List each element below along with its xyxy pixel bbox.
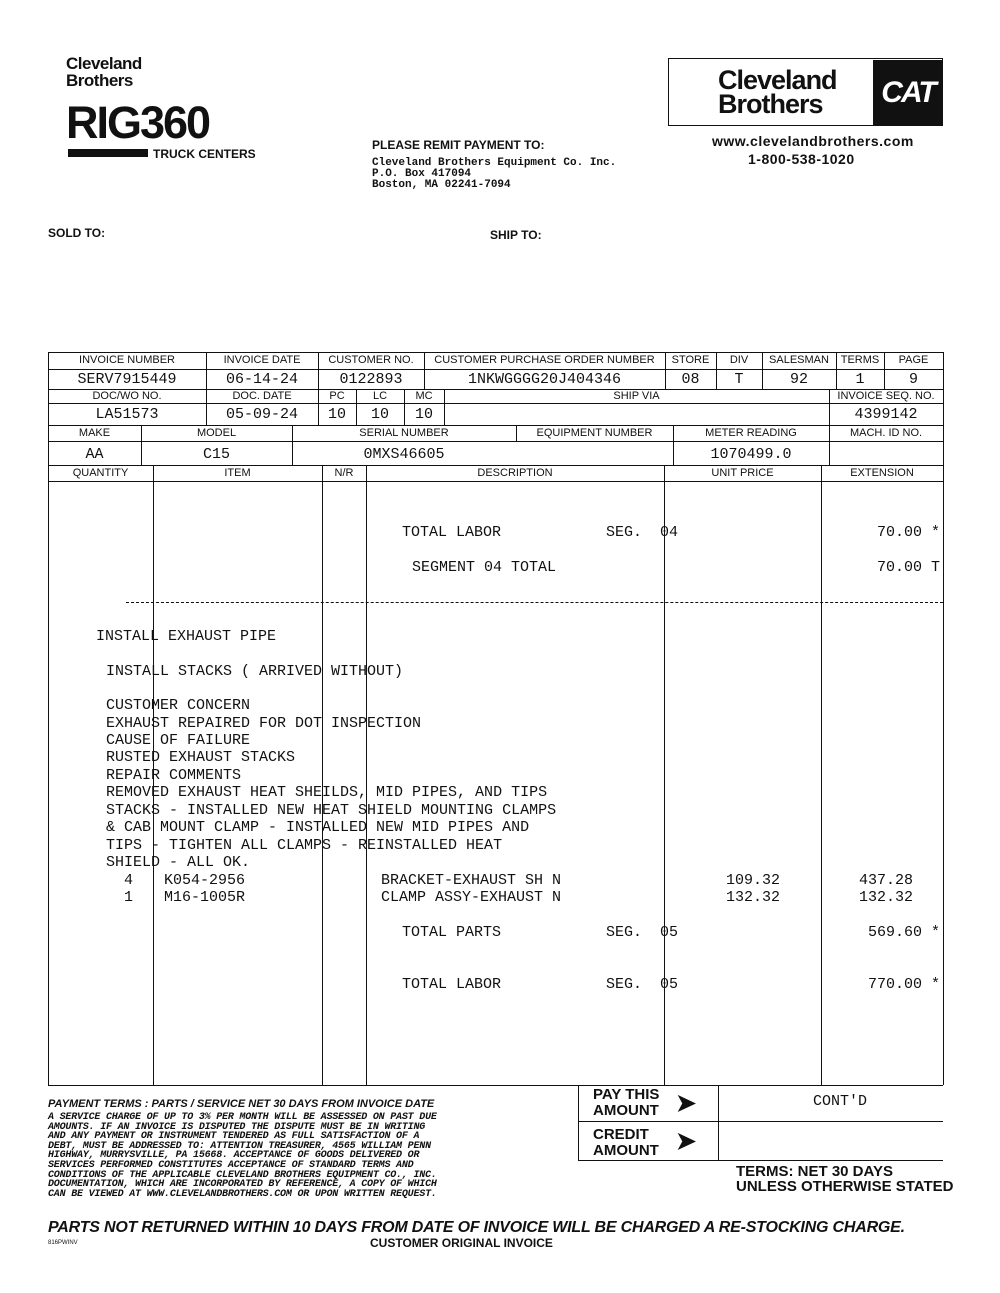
invoice-seq-label: INVOICE SEQ. NO.: [837, 390, 935, 402]
terms: 1: [855, 371, 865, 388]
segment-total-label: SEGMENT 04 TOTAL: [412, 559, 557, 576]
grid-line: [48, 1085, 943, 1086]
brand-logo-small: [66, 55, 142, 89]
seg-number: 05: [660, 924, 679, 941]
segment-total-ext: 70.00 T: [876, 559, 940, 576]
terms-net-line1: TERMS: NET 30 DAYS: [736, 1163, 893, 1180]
item-header: ITEM: [224, 467, 251, 479]
description-line: REPAIR COMMENTS: [106, 767, 242, 784]
grid-line: [48, 369, 943, 370]
part-qty: 4: [124, 872, 134, 889]
customer-original-label: CUSTOMER ORIGINAL INVOICE: [370, 1236, 553, 1250]
description-line: TIPS - TIGHTEN ALL CLAMPS - REINSTALLED HEAT: [106, 837, 503, 854]
remit-title: PLEASE REMIT PAYMENT TO:: [372, 138, 545, 152]
footer-line: [578, 1085, 579, 1161]
description-line: SHIELD - ALL OK.: [106, 854, 251, 871]
meter-value: 1070499.0: [710, 446, 792, 463]
service-charge-text: [48, 1113, 568, 1199]
nr-header: N/R: [334, 467, 354, 479]
footer-line: [578, 1121, 718, 1122]
terms-line: AMOUNTS. IF AN INVOICE IS DISPUTED THE DISPUTE MUST BE IN WRITING: [48, 1121, 426, 1133]
description-line: REMOVED EXHAUST HEAT SHEILDS, MID PIPES, AND TIPS: [106, 784, 548, 801]
total-labor-ext: 70.00 *: [876, 524, 940, 541]
description-line: RUSTED EXHAUST STACKS: [106, 749, 296, 766]
description-line: INSTALL EXHAUST PIPE: [96, 628, 277, 645]
description-line: & CAB MOUNT CLAMP - INSTALLED NEW MID PIPES AND: [106, 819, 530, 836]
part-unit-price: 109.32: [725, 872, 780, 889]
mc-label: MC: [415, 390, 433, 402]
store-label: STORE: [671, 354, 710, 366]
equipment-label: EQUIPMENT NUMBER: [536, 427, 653, 439]
brand-small-line2: Brothers: [66, 71, 133, 90]
cpo-number: 1NKWGGGG20J404346: [467, 371, 622, 388]
description-header: DESCRIPTION: [477, 467, 553, 479]
brand-small-line1: Cleveland: [66, 54, 142, 73]
remit-line: Cleveland Brothers Equipment Co. Inc.: [372, 157, 617, 169]
customer-no-label: CUSTOMER NO.: [328, 354, 414, 366]
column-line: [366, 465, 367, 1085]
meter-label: METER READING: [705, 427, 797, 439]
part-extension: 437.28: [858, 872, 913, 889]
website-link[interactable]: www.clevelandbrothers.com: [712, 133, 914, 149]
make-value: AA: [85, 446, 104, 463]
grid-line: [48, 441, 943, 442]
footer-line: [718, 1121, 943, 1122]
lc-label: LC: [372, 390, 388, 402]
brand-big-line1: Cleveland: [718, 65, 837, 95]
invoice-number-label: INVOICE NUMBER: [79, 354, 175, 366]
terms-net-30: [736, 1164, 954, 1194]
invoice-number: SERV7915449: [77, 371, 177, 388]
form-code: 816PWINV: [48, 1240, 78, 1246]
arrow-right-icon: ➤: [676, 1128, 697, 1155]
seg-label: SEG.: [606, 924, 643, 941]
page-label: PAGE: [898, 354, 929, 366]
doc-date-label: DOC. DATE: [232, 390, 292, 402]
phone-number: 1-800-538-1020: [748, 151, 855, 167]
grid-line: [48, 352, 943, 353]
salesman: 92: [789, 371, 808, 388]
doc-date: 05-09-24: [225, 406, 298, 423]
truck-centers-label: TRUCK CENTERS: [153, 147, 256, 161]
restocking-notice: PARTS NOT RETURNED WITHIN 10 DAYS FROM DATE OF INVOICE WILL BE CHARGED A RE-STOCKING CHARGE.: [48, 1219, 905, 1236]
arrow-right-icon: ➤: [676, 1090, 697, 1117]
pc-label: PC: [329, 390, 345, 402]
grid-line: [48, 425, 943, 426]
footer-line: [578, 1160, 943, 1161]
credit-amount-label: [593, 1127, 659, 1159]
pay-line2: AMOUNT: [593, 1102, 659, 1119]
pc-value: 10: [327, 406, 346, 423]
payment-terms: PAYMENT TERMS : PARTS / SERVICE NET 30 DAYS FROM INVOICE DATE: [48, 1098, 435, 1110]
seg-number: 04: [660, 524, 679, 541]
serial-label: SERIAL NUMBER: [359, 427, 449, 439]
credit-line2: AMOUNT: [593, 1142, 659, 1159]
cpo-label: CUSTOMER PURCHASE ORDER NUMBER: [434, 354, 655, 366]
mach-id-label: MACH. ID NO.: [849, 427, 923, 439]
div-label: DIV: [729, 354, 749, 366]
terms-line: CAN BE VIEWED AT WWW.CLEVELANDBROTHERS.COM OR UPON WRITTEN REQUEST.: [48, 1188, 437, 1200]
description-line: STACKS - INSTALLED NEW HEAT SHIELD MOUNTING CLAMPS: [106, 802, 557, 819]
grid-line: [48, 465, 943, 466]
column-line: [821, 465, 822, 1085]
remit-line: P.O. Box 417094: [372, 168, 472, 180]
terms-net-line2: UNLESS OTHERWISE STATED: [736, 1178, 954, 1195]
terms-label: TERMS: [840, 354, 880, 366]
terms-line: HIGHWAY, MURRYSVILLE, PA 15668. ACCEPTANCE OF GOODS DELIVERED OR: [48, 1150, 420, 1162]
part-desc: BRACKET-EXHAUST SH N: [381, 872, 562, 889]
page-number: 9: [908, 371, 918, 388]
brand-logo-big: [718, 65, 837, 119]
mc-value: 10: [414, 406, 433, 423]
footer-line: [718, 1085, 719, 1161]
invoice-date-label: INVOICE DATE: [223, 354, 301, 366]
seg-label: SEG.: [606, 524, 643, 541]
part-qty: 1: [124, 889, 134, 906]
pay-this-amount-label: [593, 1087, 659, 1119]
terms-line: A SERVICE CHARGE OF UP TO 3% PER MONTH WILL BE ASSESSED ON PAST DUE: [48, 1112, 437, 1123]
description-line: CAUSE OF FAILURE: [106, 732, 251, 749]
terms-line: DEBT, MUST BE ADDRESSED TO: ATTENTION TREASURER, 4565 WILLIAM PENN: [48, 1140, 431, 1152]
customer-no: 0122893: [339, 371, 403, 388]
model-value: C15: [202, 446, 230, 463]
store: 08: [681, 371, 700, 388]
logo-bar: [68, 149, 148, 157]
ship-via-label: SHIP VIA: [613, 390, 660, 402]
terms-line: DOCUMENTATION, WHICH ARE INCORPORATED BY REFERENCE, A COPY OF WHICH: [48, 1179, 437, 1191]
remit-line: Boston, MA 02241-7094: [372, 179, 511, 191]
seg-label: SEG.: [606, 976, 643, 993]
part-item: M16-1005R: [164, 889, 246, 906]
description-line: EXHAUST REPAIRED FOR DOT INSPECTION: [106, 715, 422, 732]
div: T: [734, 371, 744, 388]
cat-logo: CAT: [873, 60, 943, 126]
dashed-separator: [126, 602, 943, 603]
model-label: MODEL: [196, 427, 237, 439]
total-parts-label: TOTAL PARTS: [402, 924, 502, 941]
salesman-label: SALESMAN: [769, 354, 829, 366]
total-labor-label: TOTAL LABOR: [402, 976, 502, 993]
brand-big-line2: Brothers: [718, 89, 823, 119]
total-labor-label: TOTAL LABOR: [402, 524, 502, 541]
lc-value: 10: [370, 406, 389, 423]
seg-number: 05: [660, 976, 679, 993]
doc-wo-label: DOC/WO NO.: [92, 390, 162, 402]
description-line: INSTALL STACKS ( ARRIVED WITHOUT): [106, 663, 404, 680]
terms-line: AND ANY PAYMENT OR INSTRUMENT TENDERED AS FULL SATISFACTION OF A: [48, 1131, 420, 1143]
rig360-logo: RIG360: [66, 97, 210, 148]
quantity-header: QUANTITY: [72, 467, 129, 479]
credit-line1: CREDIT: [593, 1126, 649, 1143]
grid-line: [48, 481, 943, 482]
unit-price-header: UNIT PRICE: [711, 467, 774, 479]
doc-wo-number: LA51573: [95, 406, 159, 423]
column-line: [322, 465, 323, 1085]
make-label: MAKE: [78, 427, 111, 439]
sold-to-label: SOLD TO:: [48, 226, 106, 240]
terms-line: CONDITIONS OF THE APPLICABLE CLEVELAND BROTHERS EQUIPMENT CO., INC.: [48, 1169, 437, 1181]
extension-header: EXTENSION: [850, 467, 914, 479]
grid-line: [48, 403, 943, 404]
ship-to-label: SHIP TO:: [490, 228, 542, 242]
terms-line: SERVICES PERFORMED CONSTITUTES ACCEPTANCE OF STANDARD TERMS AND: [48, 1159, 414, 1171]
part-extension: 132.32: [858, 889, 913, 906]
invoice-date: 06-14-24: [225, 371, 298, 388]
continued-label: CONT'D: [813, 1093, 868, 1110]
total-labor-ext: 770.00 *: [867, 976, 940, 993]
pay-line1: PAY THIS: [593, 1086, 660, 1103]
serial-value: 0MXS46605: [363, 446, 445, 463]
grid-line: [943, 352, 944, 1085]
part-unit-price: 132.32: [725, 889, 780, 906]
invoice-seq-no: 4399142: [854, 406, 918, 423]
part-desc: CLAMP ASSY-EXHAUST N: [381, 889, 562, 906]
total-parts-ext: 569.60 *: [867, 924, 940, 941]
description-line: CUSTOMER CONCERN: [106, 697, 251, 714]
part-item: K054-2956: [164, 872, 246, 889]
